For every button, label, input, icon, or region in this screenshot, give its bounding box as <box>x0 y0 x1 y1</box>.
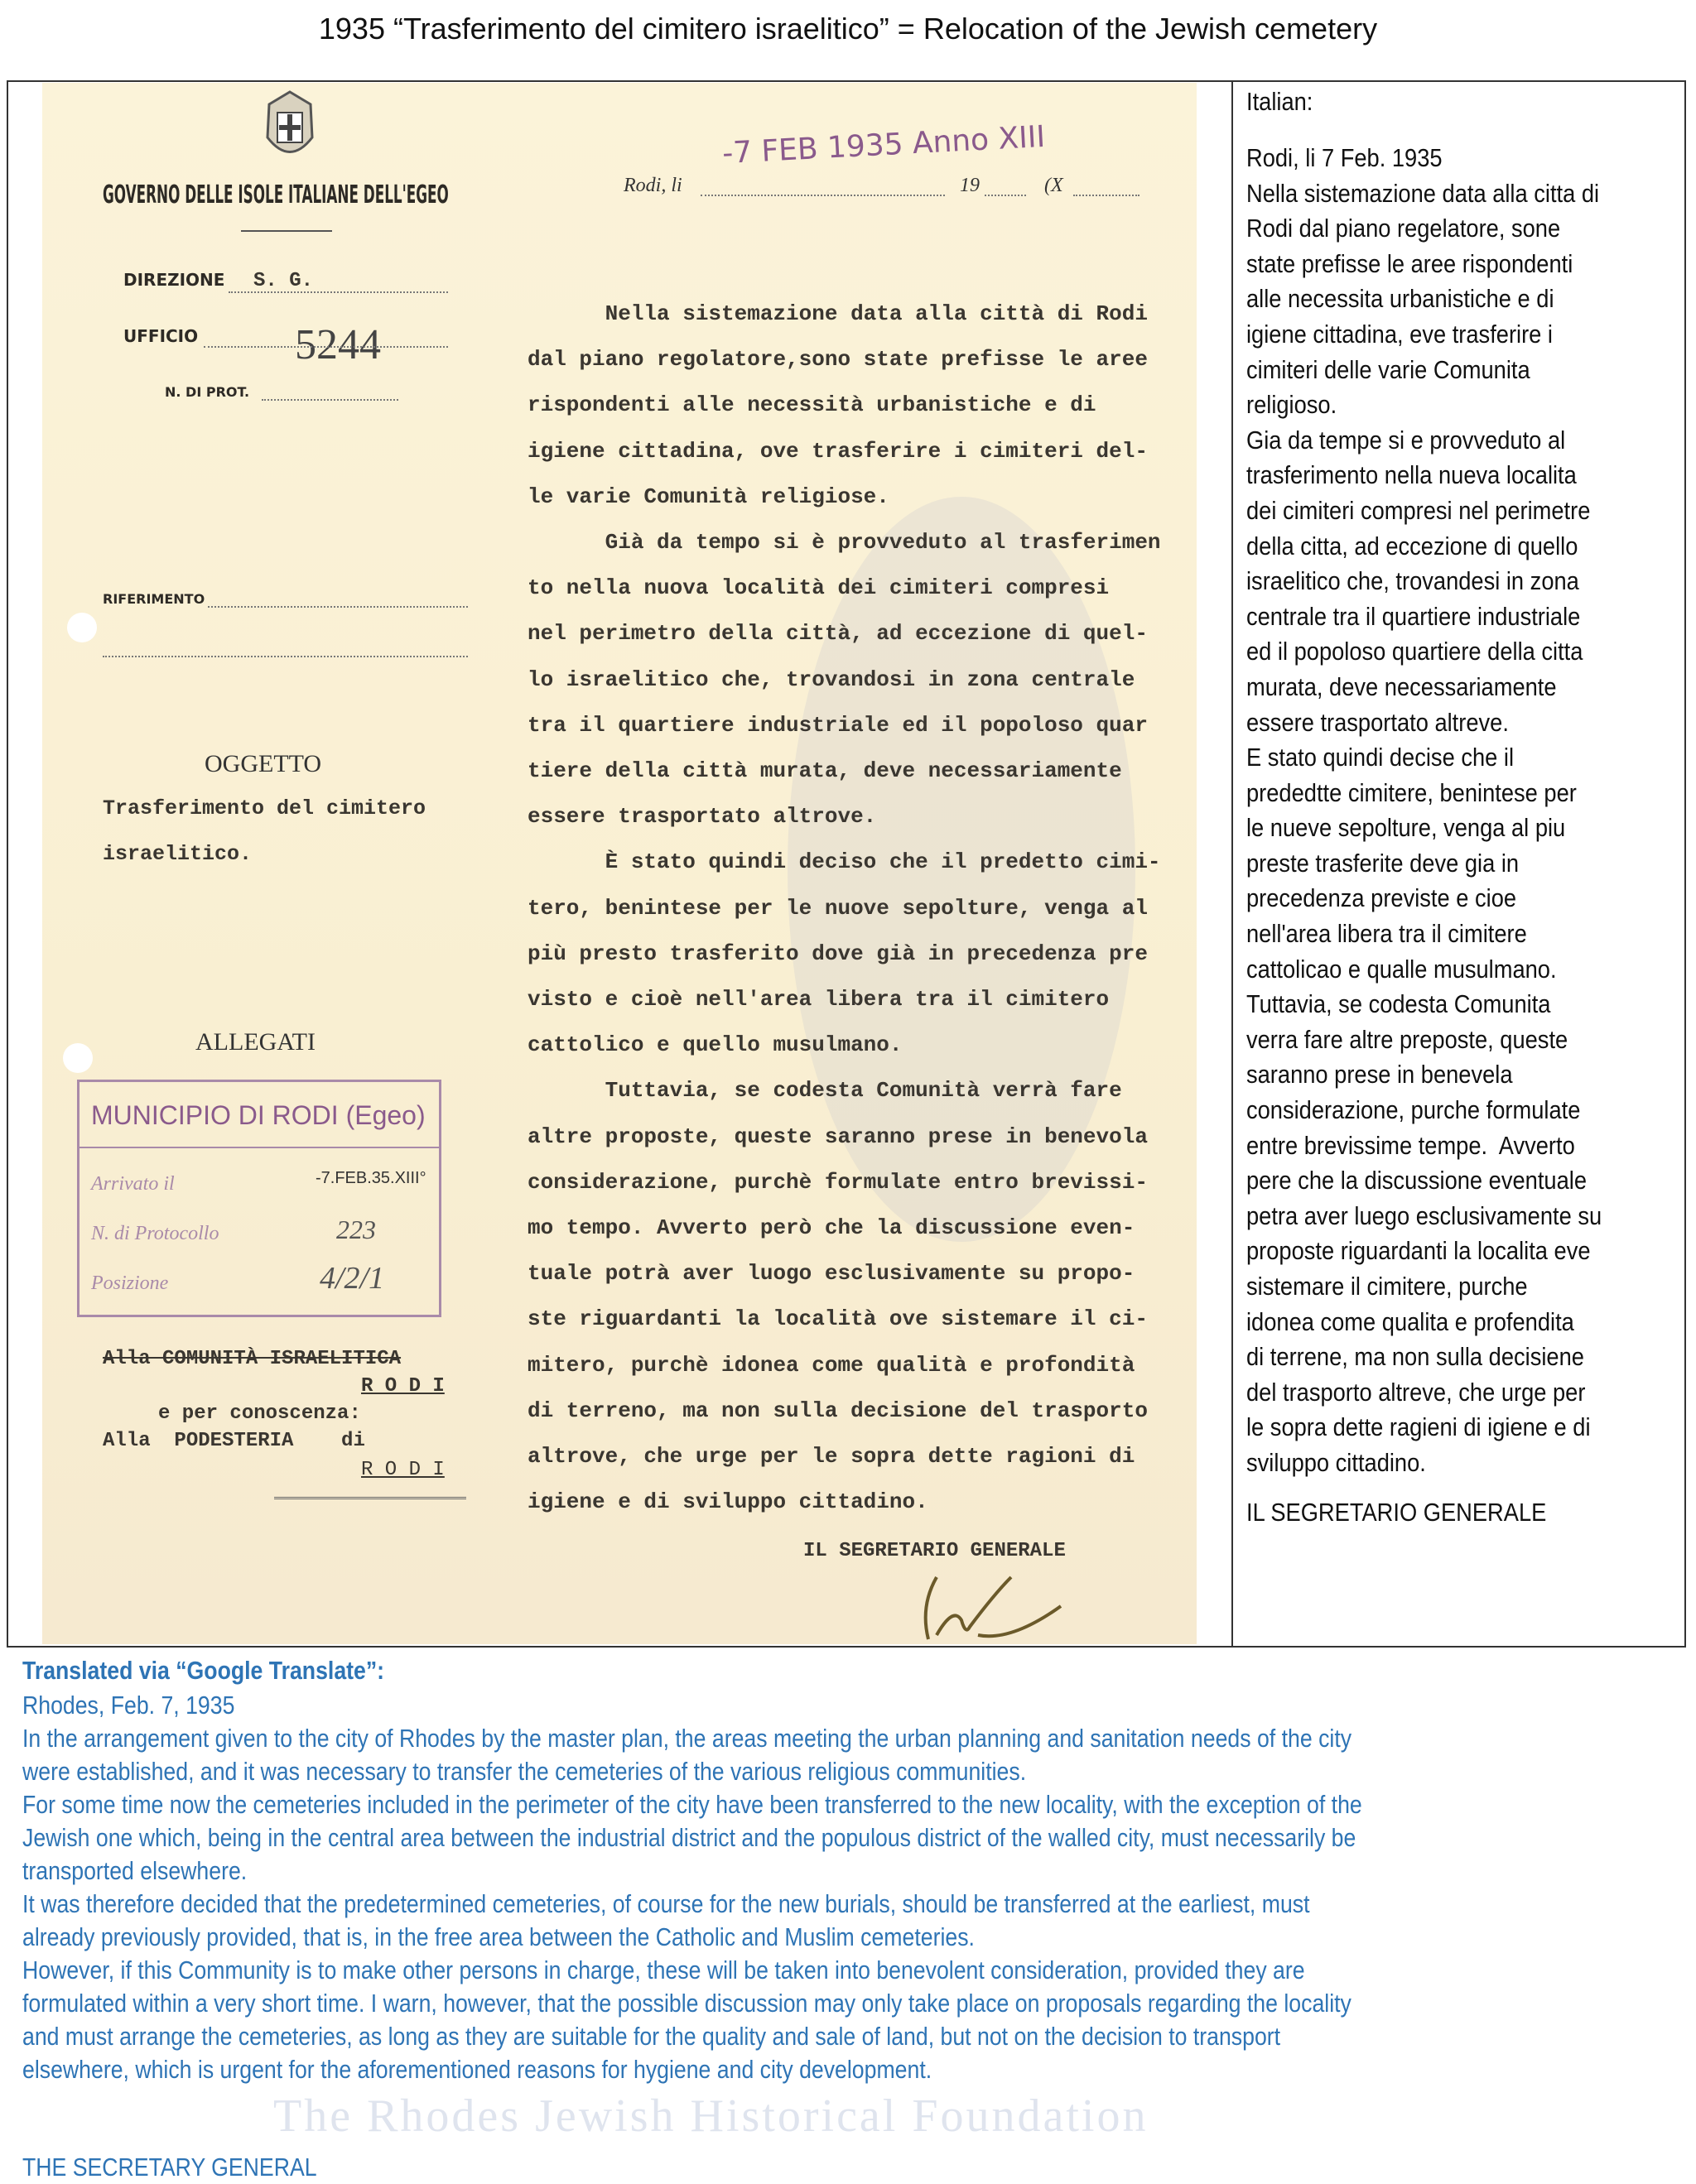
letter-body-line: più presto trasferito dove già in precedenza pre <box>528 940 1148 966</box>
stamp-title: MUNICIPIO DI RODI (Egeo) <box>91 1100 426 1130</box>
italian-line: della citta, ad eccezione di quello <box>1246 531 1578 560</box>
column-divider <box>1231 80 1233 1648</box>
date-line <box>701 195 945 196</box>
scanned-letter <box>42 83 1197 1644</box>
stamp-rule <box>80 1147 439 1148</box>
translation-line: However, if this Community is to make other persons in charge, these will be taken into benevolent consideration, provided they are <box>22 1955 1305 1984</box>
prot-line <box>262 399 398 401</box>
italian-line: Gia da tempe si e provveduto al <box>1246 425 1566 455</box>
italian-transcription <box>1246 141 1602 1481</box>
italian-line: cattolicao e qualle musulmano. <box>1246 954 1557 984</box>
letter-body-line: nel perimetro della città, ad eccezione di quel- <box>528 621 1148 647</box>
addressee-line: R O D I <box>361 1375 445 1397</box>
letter-body-line: tra il quartiere industriale ed il popoloso quar <box>528 712 1148 738</box>
italian-line: idonea come qualita e profendita <box>1246 1306 1574 1336</box>
oggetto-label: OGGETTO <box>205 750 322 777</box>
letter-body-line: Nella sistemazione data alla città di Rodi <box>528 301 1148 326</box>
italian-line: ed il popoloso quartiere della citta <box>1246 637 1583 666</box>
riferimento-line <box>208 606 468 608</box>
italian-line: precedenza previste e cioe <box>1246 883 1517 913</box>
direzione-line <box>229 291 448 293</box>
italian-line: alle necessita urbanistiche e di <box>1246 284 1554 314</box>
ufficio-label: UFFICIO <box>123 326 199 346</box>
letter-body-line: di terreno, ma non sulla decisione del trasporto <box>528 1397 1148 1423</box>
translation-line: For some time now the cemeteries included in the perimeter of the city have been transferred to the new locality, with the exception of the <box>22 1790 1362 1819</box>
ufficio-line <box>204 346 448 348</box>
page-title: 1935 “Trasferimento del cimitero israelitico” = Relocation of the Jewish cemetery <box>318 12 1378 46</box>
punch-hole <box>67 613 97 642</box>
italian-line: saranno prese in benevela <box>1246 1060 1513 1090</box>
translation-line: Rhodes, Feb. 7, 1935 <box>22 1691 235 1720</box>
italian-line: del trasporto altreve, che urge per <box>1246 1377 1586 1407</box>
addressee-line: e per conoscenza: <box>158 1402 361 1425</box>
italian-line: le nueve sepolture, venga al piu <box>1246 813 1566 843</box>
signature-title: IL SEGRETARIO GENERALE <box>803 1540 1066 1562</box>
italian-line: nell'area libera tra il cimitere <box>1246 919 1527 949</box>
letter-body-line: mitero, purchè idonea come qualità e profondità <box>528 1352 1135 1378</box>
italian-line: pere che la discussione eventuale <box>1246 1166 1587 1195</box>
letter-body-line: essere trasportato altrove. <box>528 804 877 830</box>
direzione-label: DIREZIONE <box>123 270 225 290</box>
letter-body-line: rispondenti alle necessità urbanistiche e di <box>528 392 1096 418</box>
punch-hole <box>63 1043 93 1073</box>
allegati-label: ALLEGATI <box>195 1028 316 1056</box>
addressee-line: R O D I <box>361 1459 445 1481</box>
italian-line: trasferimento nella nueva localita <box>1246 460 1577 490</box>
italian-line: state prefisse le aree rispondenti <box>1246 248 1573 278</box>
italian-line: considerazione, purche formulate <box>1246 1095 1581 1125</box>
era-line <box>1073 195 1140 196</box>
letter-body-line: igiene cittadina, ove trasferire i cimiteri del- <box>528 438 1148 464</box>
addressee-rule <box>274 1497 466 1499</box>
italian-heading: Italian: <box>1246 87 1313 116</box>
italian-line: Rodi, li 7 Feb. 1935 <box>1246 143 1443 172</box>
riferimento-label: RIFERIMENTO <box>103 591 205 607</box>
letter-body-line: Già da tempo si è provveduto al trasferimen <box>528 530 1161 556</box>
year-label: 19 <box>960 175 980 196</box>
foundation-watermark: The Rhodes Jewish Historical Foundation <box>273 2090 1149 2142</box>
italian-line: cimiteri delle varie Comunita <box>1246 354 1530 384</box>
italian-line: proposte riguardanti la localita eve <box>1246 1236 1591 1266</box>
signature-handwritten <box>903 1569 1086 1643</box>
letter-body <box>528 291 1161 1525</box>
stamp-posizione-value: 4/2/1 <box>320 1261 385 1296</box>
translation-line: were established, and it was necessary to transfer the cemeteries of the various religious communities. <box>22 1757 1027 1786</box>
italian-line: petra aver luego esclusivamente su <box>1246 1200 1602 1230</box>
addressee-line: Alla PODESTERIA di <box>103 1430 365 1452</box>
italian-line: centrale tra il quartiere industriale <box>1246 601 1581 631</box>
translation-heading: Translated via “Google Translate”: <box>22 1656 385 1685</box>
italian-line: Rodi dal piano regelatore, sone <box>1246 214 1561 243</box>
translation-signature: THE SECRETARY GENERAL <box>22 2153 317 2182</box>
italian-line: israelitico che, trovandesi in zona <box>1246 566 1579 596</box>
letter-body-line: to nella nuova località dei cimiteri compresi <box>528 575 1110 601</box>
italian-line: dei cimiteri compresi nel perimetre <box>1246 495 1591 525</box>
letter-body-line: le varie Comunità religiose. <box>528 483 889 509</box>
riferimento-line-2 <box>103 656 468 657</box>
italian-line: Tuttavia, se codesta Comunita <box>1246 989 1551 1019</box>
translation-line: It was therefore decided that the predetermined cemeteries, of course for the new burials, should be transferred at the earliest, must <box>22 1889 1310 1918</box>
letter-body-line: igiene e di sviluppo cittadino. <box>528 1489 928 1515</box>
place-label: Rodi, li <box>624 175 682 196</box>
translation-text <box>22 1689 1362 2086</box>
italian-line: essere trasportato altreve. <box>1246 707 1509 737</box>
italian-line: preste trasferite deve gia in <box>1246 848 1520 878</box>
date-stamp: -7 FEB 1935 Anno XIII <box>721 119 1047 171</box>
italian-line: entre brevissime tempe. Avverto <box>1246 1130 1575 1160</box>
translation-line: formulated within a very short time. I warn, however, that the possible discussion may only take place on proposals regarding the locality <box>22 1989 1352 2018</box>
italian-line: Nella sistemazione data alla citta di <box>1246 178 1600 208</box>
letter-body-line: mo tempo. Avverto però che la discussione even- <box>528 1215 1135 1241</box>
stamp-protocollo-value: 223 <box>336 1215 376 1244</box>
italian-line: prededtte cimitere, benintese per <box>1246 777 1577 807</box>
translation-line: Jewish one which, being in the central area between the industrial district and the populous district of the walled city, must necessarily be <box>22 1823 1356 1852</box>
letter-body-line: lo israelitico che, trovandosi in zona centrale <box>528 666 1135 692</box>
italian-signature: IL SEGRETARIO GENERALE <box>1246 1498 1547 1527</box>
letter-body-line: tiere della città murata, deve necessariamente <box>528 758 1122 784</box>
translation-line: In the arrangement given to the city of Rhodes by the master plan, the areas meeting the urban planning and sanitation needs of the city <box>22 1724 1352 1753</box>
italian-line: murata, deve necessariamente <box>1246 671 1557 701</box>
year-line <box>985 195 1026 196</box>
letter-body-line: tero, benintese per le nuove sepolture, venga al <box>528 895 1148 921</box>
italian-line: le sopra dette ragieni di igiene e di <box>1246 1412 1591 1442</box>
addressee-line: Alla COMUNITÀ ISRAELITICA <box>103 1348 402 1370</box>
letter-body-line: altre proposte, queste saranno prese in benevola <box>528 1123 1148 1149</box>
letter-body-line: considerazione, purchè formulate entro brevissi- <box>528 1169 1148 1195</box>
italian-line: sviluppo cittadino. <box>1246 1447 1426 1477</box>
letter-body-line: È stato quindi deciso che il predetto cimi- <box>528 849 1161 875</box>
letter-body-line: dal piano regolatore,sono state prefisse le aree <box>528 347 1148 373</box>
direzione-value: S. G. <box>253 270 314 292</box>
oggetto-line: Trasferimento del cimitero <box>103 796 426 820</box>
stamp-arrivato-value: -7.FEB.35.XIII° <box>316 1169 426 1187</box>
italian-line: religioso. <box>1246 390 1337 420</box>
ufficio-value: 5244 <box>295 321 381 368</box>
oggetto-line: israelitico. <box>103 842 253 866</box>
prot-label: N. DI PROT. <box>165 384 250 400</box>
stamp-arrivato-label: Arrivato il <box>91 1173 175 1195</box>
ornament-divider <box>241 230 332 232</box>
translation-line: and must arrange the cemeteries, as long as they are suitable for the quality and sale of land, but not on the decision to transport <box>22 2022 1281 2051</box>
letter-body-line: tuale potrà aver luogo esclusivamente su propo- <box>528 1261 1135 1287</box>
stamp-posizione-label: Posizione <box>91 1272 169 1294</box>
era-label: (X <box>1044 175 1063 196</box>
received-stamp <box>77 1080 441 1317</box>
letter-body-line: cattolico e quello musulmano. <box>528 1032 903 1058</box>
italian-line: E stato quindi decise che il <box>1246 743 1515 772</box>
italian-line: di terrene, ma non sulla decisiene <box>1246 1342 1584 1372</box>
italian-line: sistemare il cimitere, purche <box>1246 1272 1528 1301</box>
italian-line: verra fare altre preposte, queste <box>1246 1024 1568 1054</box>
letter-body-line: altrove, che urge per le sopra dette ragioni di <box>528 1444 1135 1470</box>
translation-line: elsewhere, which is urgent for the aforementioned reasons for hygiene and city development. <box>22 2055 932 2084</box>
letterhead: GOVERNO DELLE ISOLE ITALIANE DELL'EGEO <box>103 180 449 209</box>
letter-body-line: Tuttavia, se codesta Comunità verrà fare <box>528 1078 1122 1104</box>
stamp-protocollo-label: N. di Protocollo <box>91 1223 219 1244</box>
translation-line: already previously provided, that is, in the free area between the Catholic and Muslim cemeteries. <box>22 1922 975 1951</box>
coat-of-arms-emblem <box>253 88 327 171</box>
letter-body-line: ste riguardanti la località ove sistemare il ci- <box>528 1306 1148 1332</box>
italian-line: igiene cittadina, eve trasferire i <box>1246 319 1553 349</box>
letter-body-line: visto e cioè nell'area libera tra il cimitero <box>528 987 1110 1013</box>
translation-line: transported elsewhere. <box>22 1856 248 1885</box>
